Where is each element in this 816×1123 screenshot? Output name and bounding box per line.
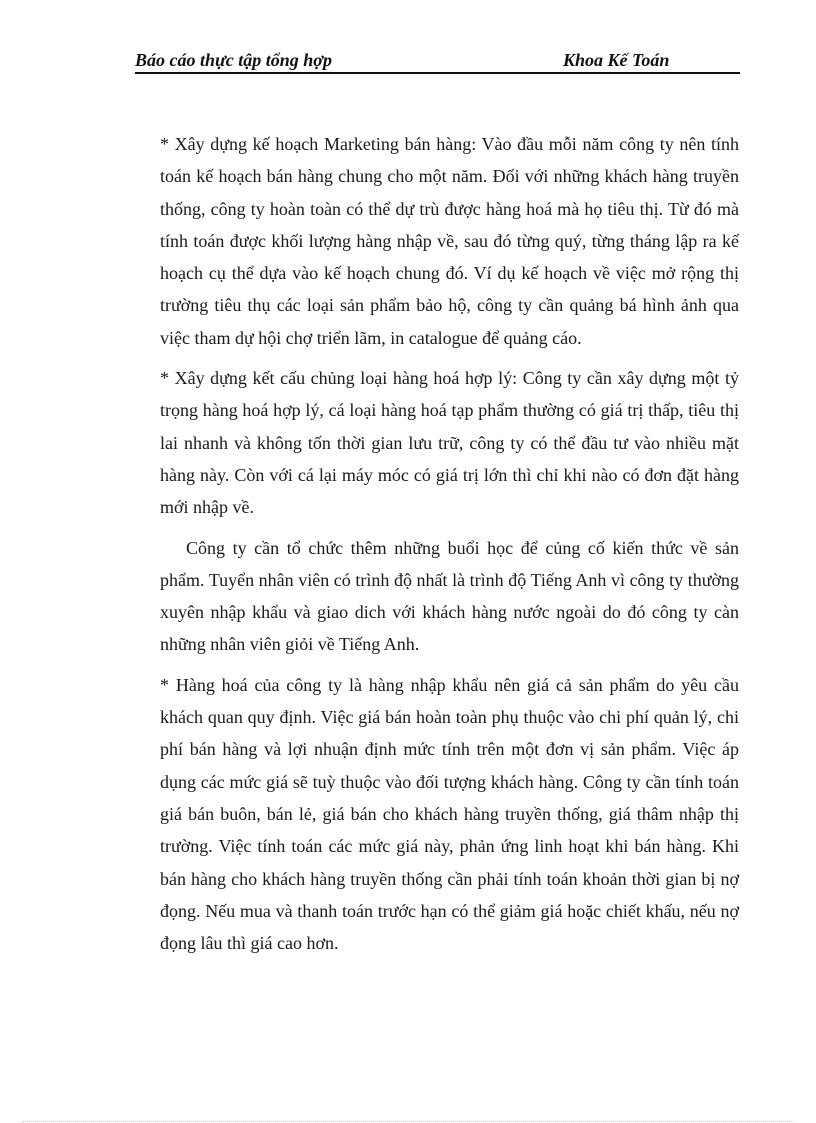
- paragraph-pricing: * Hàng hoá của công ty là hàng nhập khẩu nên giá cả sản phẩm do yêu cầu khách quan quy định. Việc giá bán hoàn toàn phụ thuộc vào chi phí quản lý, chi phí bán hàng và lợi nhuận định mức tính trên một đơn vị sản phẩm. Việc áp dụng các mức giá sẽ tuỳ thuộc vào đối tượng khách hàng. Công ty cần tính toán giá bán buôn, bán lẻ, giá bán cho khách hàng truyền thống, giá thâm nhập thị trường. Việc tính toán các mức giá này, phản ứng linh hoạt khi bán hàng. Khi bán hàng cho khách hàng truyền thống cần phải tính toán khoản thời gian bị nợ đọng. Nếu mua và thanh toán trước hạn có thể giảm giá hoặc chiết khấu, nếu nợ đọng lâu thì giá cao hơn.: [160, 674, 739, 954]
- report-title: Báo cáo thực tập tổng hợp: [135, 50, 332, 70]
- page-header: [135, 48, 740, 74]
- paragraph-product-structure: * Xây dựng kết cấu chủng loại hàng hoá hợp lý: Công ty cần xây dựng một tỷ trọng hàng hoá hợp lý, cá loại hàng hoá tạp phẩm thường có giá trị thấp, tiêu thị lai nhanh và không tốn thời gian lưu trữ, công ty có thể đầu tư vào nhiều mặt hàng này. Còn với cá lại máy móc có giá trị lớn thì chỉ khi nào có đơn đặt hàng mới nhập về.: [160, 368, 739, 518]
- paragraph-staff-training: Công ty cần tổ chức thêm những buổi học để củng cố kiến thức về sản phẩm. Tuyển nhân viên có trình độ nhất là trình độ Tiếng Anh vì công ty thường xuyên nhập khẩu và giao dich với khách hàng nước ngoài do đó công ty càn những nhân viên giỏi về Tiếng Anh.: [160, 537, 739, 655]
- paragraph-marketing-plan: * Xây dựng kế hoạch Marketing bán hàng: Vào đầu mỗi năm công ty nên tính toán kế hoạch bán hàng chung cho một năm. Đối với những khách hàng truyền thống, công ty hoàn toàn có thể dự trù được hàng hoá mà họ tiêu thị. Từ đó mà tính toán được khối lượng hàng nhập về, sau đó từng quý, từng tháng lập ra kế hoạch cụ thể dựa vào kế hoạch chung đó. Ví dụ kế hoạch về việc mở rộng thị trường tiêu thụ các loại sản phẩm bảo hộ, công ty cần quảng bá hình ảnh qua việc tham dự hội chợ triển lãm, in catalogue để quảng cáo.: [160, 134, 739, 348]
- page-bottom-divider: [22, 1121, 794, 1122]
- department-name: Khoa Kế Toán: [563, 50, 670, 70]
- document-body: [160, 128, 739, 967]
